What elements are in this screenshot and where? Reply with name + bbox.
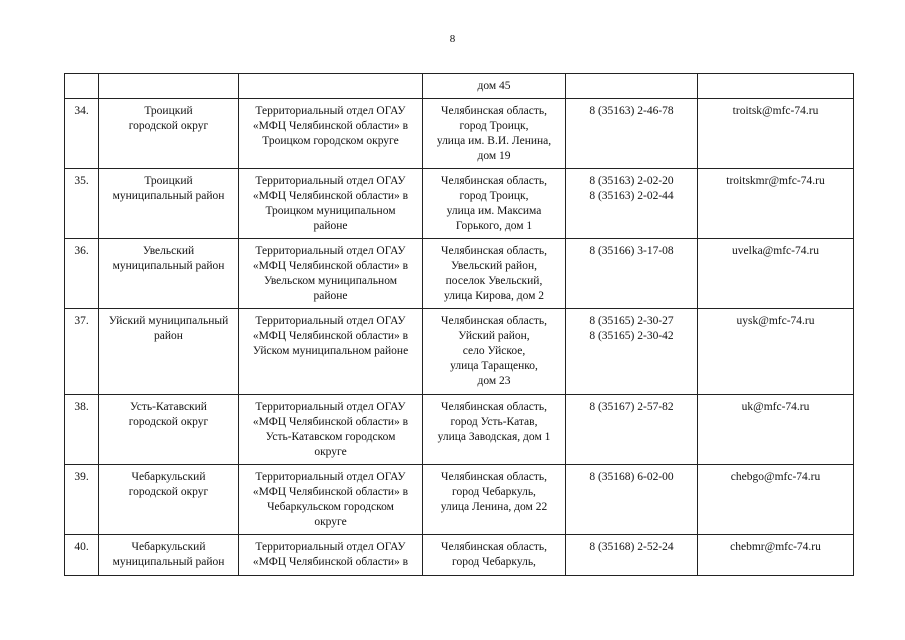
email-cell: chebgo@mfc-74.ru	[698, 465, 854, 535]
district-cell: Увельский муниципальный район	[99, 239, 239, 309]
office-cell: Территориальный отдел ОГАУ «МФЦ Челябинской области» в	[239, 535, 423, 576]
number-cell: 38.	[65, 395, 99, 465]
phone-cell: 8 (35167) 2-57-82	[566, 395, 698, 465]
number-cell: 37.	[65, 309, 99, 395]
phone-cell: 8 (35165) 2-30-27 8 (35165) 2-30-42	[566, 309, 698, 395]
table-row	[65, 239, 854, 309]
office-cell: Территориальный отдел ОГАУ «МФЦ Челябинской области» в Троицком городском округе	[239, 99, 423, 169]
address-cell: Челябинская область, город Чебаркуль, улица Ленина, дом 22	[423, 465, 566, 535]
address-cell: Челябинская область, город Чебаркуль,	[423, 535, 566, 576]
email-cell: troitsk@mfc-74.ru	[698, 99, 854, 169]
table-row	[65, 535, 854, 576]
email-cell: troitskmr@mfc-74.ru	[698, 169, 854, 239]
phone-cell: 8 (35168) 2-52-24	[566, 535, 698, 576]
office-cell: Территориальный отдел ОГАУ «МФЦ Челябинской области» в Чебаркульском городском округе	[239, 465, 423, 535]
email-cell: uk@mfc-74.ru	[698, 395, 854, 465]
office-cell	[239, 74, 423, 99]
district-cell: Чебаркульский городской округ	[99, 465, 239, 535]
page-number: 8	[449, 33, 456, 45]
number-cell: 35.	[65, 169, 99, 239]
number-cell	[65, 74, 99, 99]
number-cell: 40.	[65, 535, 99, 576]
phone-cell: 8 (35163) 2-46-78	[566, 99, 698, 169]
number-cell: 34.	[65, 99, 99, 169]
table-row	[65, 99, 854, 169]
email-cell: uvelka@mfc-74.ru	[698, 239, 854, 309]
address-cell: дом 45	[423, 74, 566, 99]
district-cell: Троицкий муниципальный район	[99, 169, 239, 239]
district-cell	[99, 74, 239, 99]
district-cell: Чебаркульский муниципальный район	[99, 535, 239, 576]
table-row	[65, 465, 854, 535]
phone-cell: 8 (35166) 3-17-08	[566, 239, 698, 309]
office-cell: Территориальный отдел ОГАУ «МФЦ Челябинской области» в Троицком муниципальном районе	[239, 169, 423, 239]
number-cell: 36.	[65, 239, 99, 309]
number-cell: 39.	[65, 465, 99, 535]
phone-cell	[566, 74, 698, 99]
address-cell: Челябинская область, город Усть-Катав, улица Заводская, дом 1	[423, 395, 566, 465]
email-cell: uysk@mfc-74.ru	[698, 309, 854, 395]
district-cell: Усть-Катавский городской округ	[99, 395, 239, 465]
address-cell: Челябинская область, Уйский район, село Уйское, улица Таращенко, дом 23	[423, 309, 566, 395]
phone-cell: 8 (35168) 6-02-00	[566, 465, 698, 535]
address-cell: Челябинская область, город Троицк, улица им. В.И. Ленина, дом 19	[423, 99, 566, 169]
table-row	[65, 395, 854, 465]
table-row-continuation	[65, 74, 854, 99]
address-cell: Челябинская область, Увельский район, поселок Увельский, улица Кирова, дом 2	[423, 239, 566, 309]
office-cell: Территориальный отдел ОГАУ «МФЦ Челябинской области» в Уйском муниципальном районе	[239, 309, 423, 395]
district-cell: Уйский муниципальный район	[99, 309, 239, 395]
email-cell	[698, 74, 854, 99]
phone-cell: 8 (35163) 2-02-20 8 (35163) 2-02-44	[566, 169, 698, 239]
office-cell: Территориальный отдел ОГАУ «МФЦ Челябинской области» в Усть-Катавском городском округе	[239, 395, 423, 465]
email-cell: chebmr@mfc-74.ru	[698, 535, 854, 576]
office-cell: Территориальный отдел ОГАУ «МФЦ Челябинской области» в Увельском муниципальном районе	[239, 239, 423, 309]
address-cell: Челябинская область, город Троицк, улица им. Максима Горького, дом 1	[423, 169, 566, 239]
mfc-offices-table	[64, 73, 854, 576]
table-row	[65, 169, 854, 239]
table-row	[65, 309, 854, 395]
district-cell: Троицкий городской округ	[99, 99, 239, 169]
